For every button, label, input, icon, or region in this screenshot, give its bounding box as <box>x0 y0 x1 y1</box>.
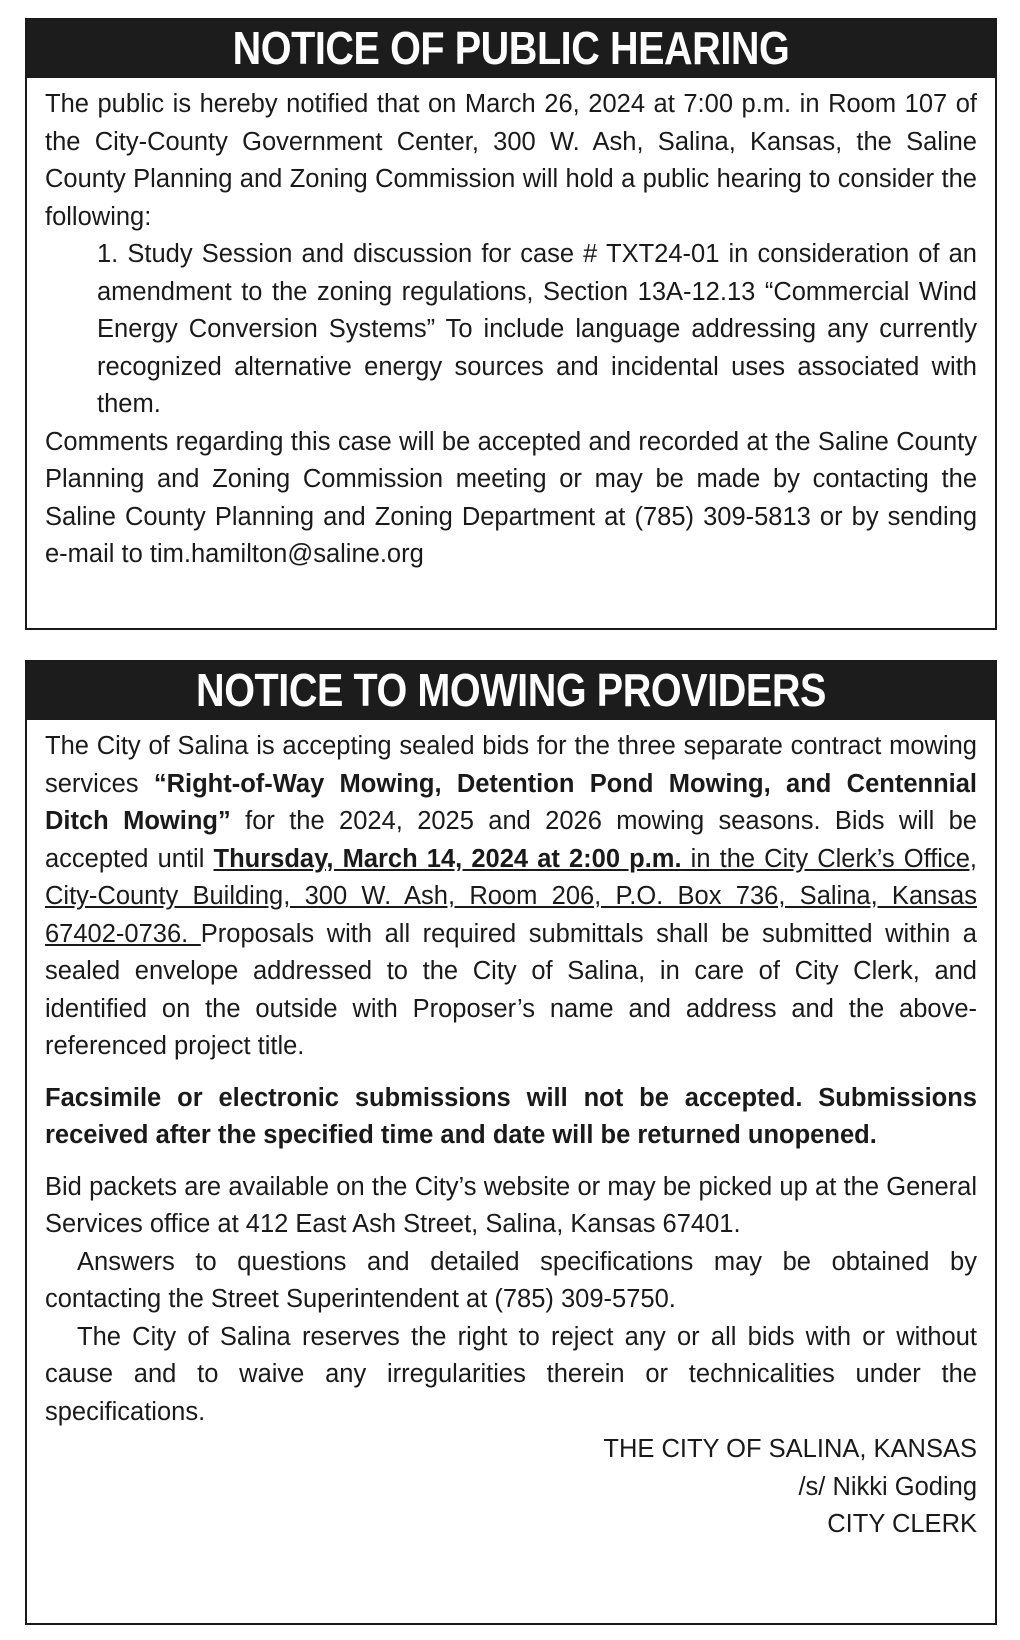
signature-name: /s/ Nikki Goding <box>798 1472 977 1501</box>
public-hearing-header <box>27 20 995 78</box>
mowing-bid-paragraph <box>45 728 977 1066</box>
bid-text-b: for the 2024, 2025 and 2026 mowing seasons. Bids will be accepted until <box>45 807 977 873</box>
questions-paragraph: Answers to questions and detailed specifications may be obtained by contacting the Street Superintendent at (785) 309-5750. <box>45 1247 977 1313</box>
mowing-providers-notice <box>25 660 997 1625</box>
bid-text-c: Proposals with all required submittals shall be submitted within a sealed envelope addressed to the City of Salina, in care of City Clerk, and identified on the outside with Proposer’s name and address and the above-referenced project title. <box>45 919 977 1060</box>
submission-warning-text: Facsimile or electronic submissions will not be accepted. Submissions received after the specified time and date will be returned unopened. <box>45 1083 977 1149</box>
hearing-agenda-item: 1. Study Session and discussion for case # TXT24-01 in consideration of an amendment to the zoning regulations, Section 13A-12.13 “Commercial Wind Energy Conversion Systems” To include language addressing any currently recognized alternative energy sources and incidental uses associated with them. <box>97 240 977 418</box>
mowing-header <box>27 662 995 720</box>
submission-warning <box>45 1080 977 1155</box>
reserves-right-paragraph: The City of Salina reserves the right to reject any or all bids with or without cause and to waive any irregularities therein or technicalities under the specifications. <box>45 1322 977 1426</box>
bid-deadline: Thursday, March 14, 2024 at 2:00 p.m. <box>213 844 682 873</box>
bid-services-bold: “Right-of-Way Mowing, Detention Pond Mowing, and Centennial Ditch Mowing” <box>45 769 978 835</box>
bid-location: in the City Clerk’s Office, City-County Building, 300 W. Ash, Room 206, P.O. Box 736, Salina, Kansas 67402-0736. <box>45 844 977 948</box>
signature-org: THE CITY OF SALINA, KANSAS <box>603 1435 977 1463</box>
hearing-intro-paragraph: The public is hereby notified that on March 26, 2024 at 7:00 p.m. in Room 107 of the City-County Government Center, 300 W. Ash, Salina, Kansas, the Saline County Planning and Zoning Commission will hold a public hearing to consider the following: <box>45 90 977 231</box>
bid-packets-paragraph: Bid packets are available on the City’s website or may be picked up at the General Services office at 412 East Ash Street, Salina, Kansas 67401. <box>45 1172 977 1238</box>
signature-role: CITY CLERK <box>827 1510 977 1538</box>
hearing-comments-paragraph: Comments regarding this case will be accepted and recorded at the Saline County Planning and Zoning Commission meeting or may be made by contacting the Saline County Planning and Zoning Department at (785) 309-5813 or by sending e-mail to tim.hamilton@saline.org <box>45 427 977 568</box>
public-hearing-title: NOTICE OF PUBLIC HEARING <box>95 20 927 78</box>
mowing-title: NOTICE TO MOWING PROVIDERS <box>95 662 927 720</box>
bid-text-a: The City of Salina is accepting sealed bids for the three separate contract mowing services <box>45 732 977 798</box>
public-hearing-notice <box>25 18 997 630</box>
